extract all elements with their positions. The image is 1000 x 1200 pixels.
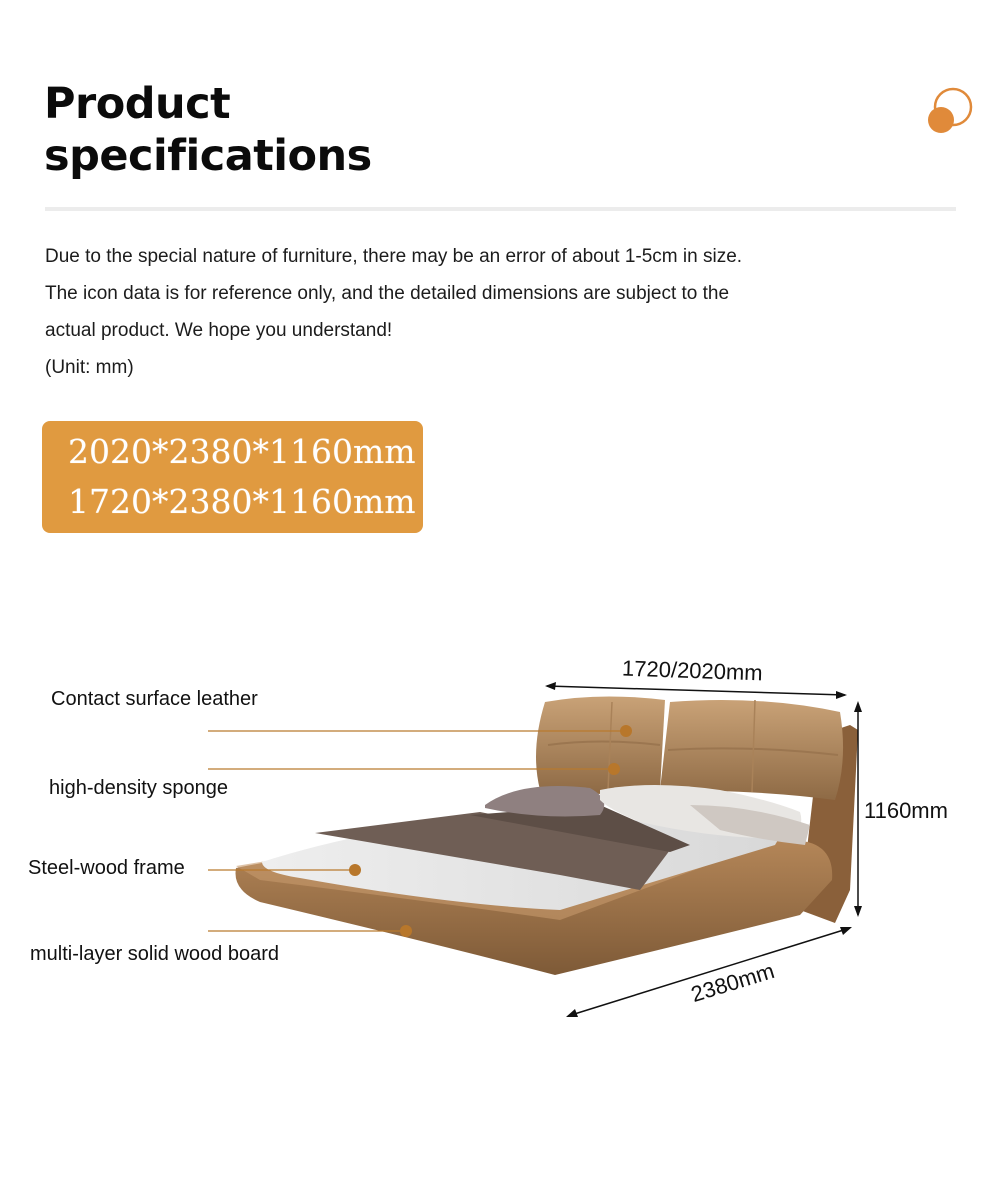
length-dimension: 2380mm (688, 958, 778, 1007)
disclaimer-line: actual product. We hope you understand! (45, 320, 393, 341)
title-line-1: Product (44, 79, 231, 129)
height-dimension: 1160mm (864, 798, 948, 823)
size-option: 1720*2380*1160mm (68, 482, 416, 521)
decorative-circles-icon (925, 83, 975, 138)
label-solid-wood-board: multi-layer solid wood board (30, 943, 280, 965)
size-option: 2020*2380*1160mm (68, 432, 416, 471)
title-line-2: specifications (44, 131, 372, 181)
unit-note: (Unit: mm) (45, 357, 134, 378)
bed-diagram (0, 640, 1000, 1060)
size-options-box (42, 421, 423, 533)
size-disclaimer (45, 238, 865, 386)
disclaimer-line: The icon data is for reference only, and the detailed dimensions are subject to the (45, 283, 730, 304)
header-divider (45, 207, 956, 211)
width-dimension: 1720/2020mm (621, 655, 764, 686)
label-contact-surface-leather: Contact surface leather (51, 688, 258, 710)
label-steel-wood-frame: Steel-wood frame (28, 857, 185, 879)
disclaimer-line: Due to the special nature of furniture, there may be an error of about 1-5cm in size. (45, 246, 743, 267)
page-title (44, 78, 372, 182)
label-high-density-sponge: high-density sponge (49, 777, 229, 799)
